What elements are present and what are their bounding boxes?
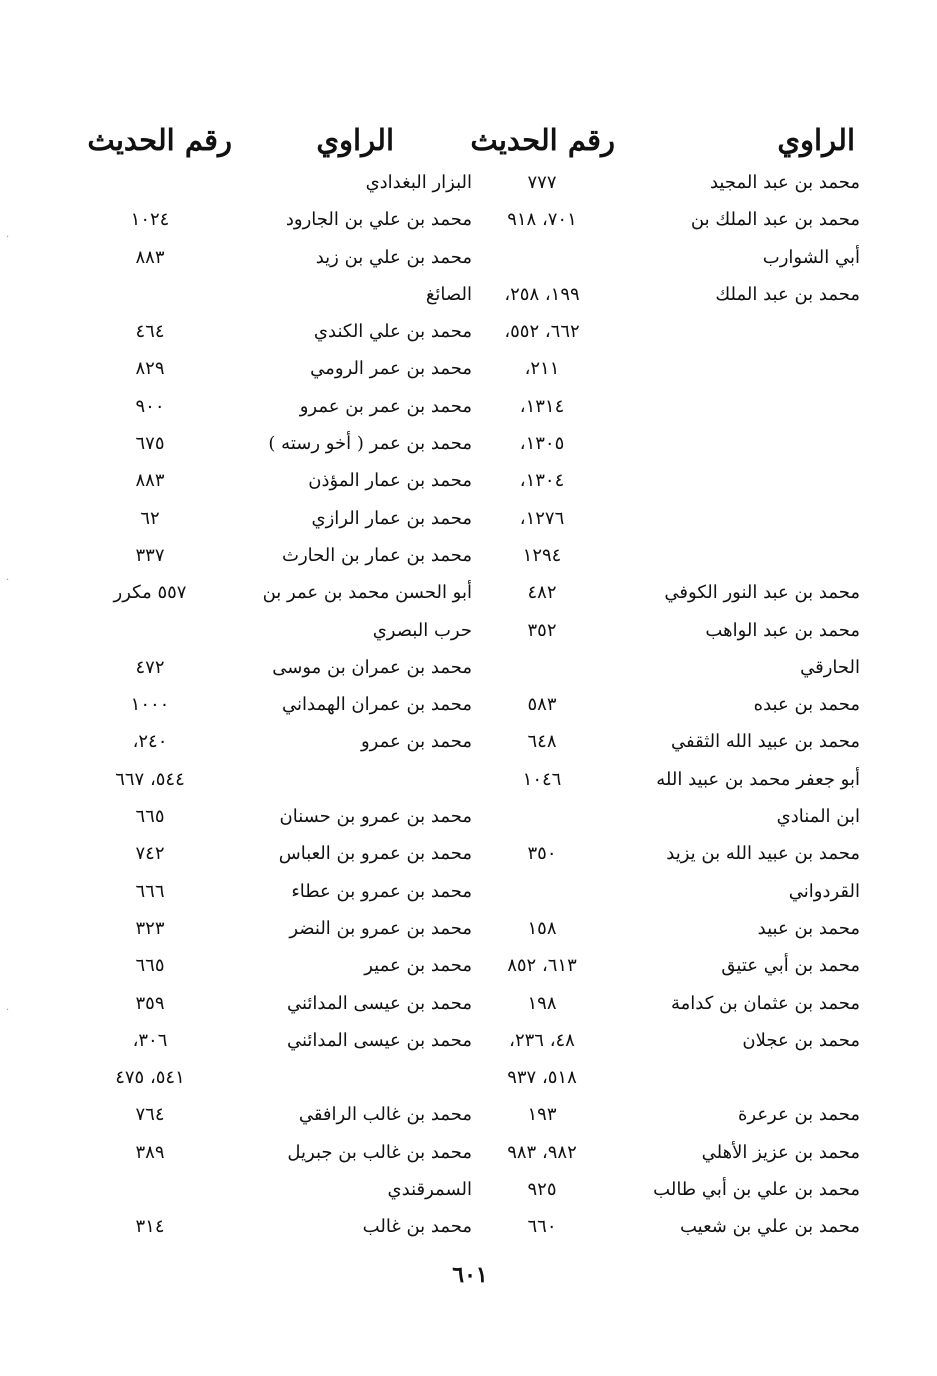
narrator-name-right: محمد بن عبد الواهب — [705, 619, 860, 641]
narrator-name-right: محمد بن عرعرة — [737, 1104, 860, 1126]
hadith-number-left: ٩٠٠ — [135, 395, 165, 417]
header-right-narrator: الراوي — [777, 123, 855, 157]
hadith-number-right: ٧٧٧ — [527, 172, 557, 193]
index-row — [0, 761, 937, 798]
narrator-name-right: ابن المنادي — [776, 806, 860, 828]
hadith-number-left: ٣٠٦، — [132, 1029, 168, 1051]
hadith-number-right: ٤٨٢ — [527, 582, 557, 604]
index-row — [0, 1096, 937, 1133]
index-row — [0, 649, 937, 686]
narrator-name-left: محمد بن علي الكندي — [313, 321, 472, 343]
narrator-name-left: محمد بن غالب الرافقي — [298, 1104, 472, 1126]
hadith-number-right: ٥١٨، ٩٣٧ — [507, 1067, 577, 1089]
index-row — [0, 1134, 937, 1171]
hadith-number-right: ٦٤٨ — [527, 731, 557, 753]
hadith-number-left: ٦٦٦ — [135, 880, 165, 902]
index-row — [0, 350, 937, 387]
narrator-name-left: البزار البغدادي — [365, 172, 472, 193]
hadith-number-left: ٦٧٥ — [135, 433, 165, 455]
index-row — [0, 798, 937, 835]
index-row — [0, 686, 937, 723]
index-row — [0, 388, 937, 425]
narrator-name-right: محمد بن علي بن أبي طالب — [653, 1179, 860, 1201]
index-row — [0, 612, 937, 649]
narrator-name-left: محمد بن غالب — [362, 1216, 472, 1238]
narrator-name-left: محمد بن عمار الرازي — [311, 507, 472, 529]
hadith-number-left: ٦٢ — [140, 507, 160, 529]
narrator-name-right: محمد بن عبيد الله بن يزيد — [666, 843, 860, 865]
narrator-name-left: أبو الحسن محمد بن عمر بن — [262, 582, 472, 604]
hadith-number-right: ١٣١٤، — [519, 395, 565, 417]
narrator-name-left: محمد بن عمرو بن عطاء — [291, 880, 472, 902]
hadith-number-left: ٤٦٤ — [135, 321, 165, 343]
narrator-name-left: محمد بن عمار المؤذن — [308, 470, 472, 492]
hadith-number-right: ١٩٣ — [527, 1104, 557, 1126]
narrator-name-left: محمد بن علي بن زيد — [315, 246, 472, 268]
narrator-name-left: محمد بن عمار بن الحارث — [282, 544, 472, 566]
index-row — [0, 947, 937, 984]
margin-mark: · — [6, 232, 10, 243]
index-row — [0, 574, 937, 611]
narrator-name-right: محمد بن عبيد — [757, 917, 860, 939]
narrator-name-right: محمد بن أبي عتيق — [721, 955, 860, 977]
narrator-name-right: أبو جعفر محمد بن عبيد الله — [656, 768, 860, 790]
index-row — [0, 1171, 937, 1208]
narrator-name-right: محمد بن عثمان بن كدامة — [670, 992, 860, 1014]
hadith-number-left: ٥٥٧ مكرر — [113, 582, 187, 604]
narrator-name-left: محمد بن عمران بن موسى — [272, 656, 472, 678]
narrator-name-left: محمد بن عمرو بن النضر — [289, 917, 472, 939]
narrator-name-left: محمد بن عمران الهمداني — [282, 694, 472, 716]
hadith-number-right: ١٠٤٦ — [522, 768, 562, 790]
narrator-name-right: الحارقي — [800, 656, 860, 678]
narrator-name-left: محمد بن عمير — [364, 955, 472, 977]
hadith-number-left: ٥٤١، ٤٧٥ — [115, 1067, 185, 1089]
narrator-name-left: حرب البصري — [372, 619, 472, 641]
index-row — [0, 1059, 937, 1096]
hadith-number-right: ٦٦٠ — [527, 1216, 557, 1238]
narrator-name-left: الصائغ — [425, 283, 472, 305]
hadith-number-right: ١٢٩٤ — [522, 544, 562, 566]
hadith-number-right: ٦١٣، ٨٥٢ — [507, 955, 577, 977]
narrator-name-left: محمد بن عمرو بن العباس — [278, 843, 472, 865]
index-row — [0, 723, 937, 760]
hadith-number-left: ٣١٤ — [135, 1216, 165, 1238]
hadith-number-right: ١٥٨ — [527, 917, 557, 939]
index-row — [0, 500, 937, 537]
margin-mark: · — [6, 1005, 10, 1016]
hadith-number-right: ١٩٨ — [527, 992, 557, 1014]
hadith-number-left: ٣٨٩ — [135, 1141, 165, 1163]
narrator-name-left: محمد بن غالب بن جبريل — [287, 1141, 472, 1163]
index-row — [0, 985, 937, 1022]
index-row — [0, 873, 937, 910]
narrator-name-left: محمد بن عيسى المدائني — [286, 992, 472, 1014]
hadith-number-right: ١٩٩، ٢٥٨، — [504, 283, 580, 305]
hadith-number-left: ١٠٠٠ — [130, 694, 170, 716]
header-left-hadith-number: رقم الحديث — [87, 123, 232, 157]
index-row — [0, 1208, 937, 1245]
hadith-number-left: ٣٣٧ — [135, 544, 165, 566]
header-left-narrator: الراوي — [316, 123, 394, 157]
narrator-name-left: محمد بن عمر الرومي — [310, 358, 472, 380]
narrator-name-left: محمد بن عمر بن عمرو — [299, 395, 472, 417]
narrator-name-right: محمد بن عبد الملك بن — [690, 209, 860, 231]
index-row — [0, 425, 937, 462]
hadith-number-left: ٣٢٣ — [135, 917, 165, 939]
hadith-number-left: ٧٤٢ — [135, 843, 165, 865]
header-right-hadith-number: رقم الحديث — [470, 123, 615, 157]
hadith-number-left: ٢٤٠، — [132, 731, 168, 753]
index-row — [0, 201, 937, 238]
hadith-number-right: ٩٢٥ — [527, 1179, 557, 1201]
index-row — [0, 910, 937, 947]
narrator-name-right: محمد بن عجلان — [742, 1029, 860, 1051]
narrator-name-right: محمد بن عبد المجيد — [709, 172, 860, 193]
index-row — [0, 1022, 937, 1059]
narrator-name-right: محمد بن عبيد الله الثقفي — [671, 731, 860, 753]
index-row — [0, 239, 937, 276]
index-row — [0, 462, 937, 499]
hadith-number-right: ٥٨٣ — [527, 694, 557, 716]
hadith-number-right: ٣٥٢ — [527, 619, 557, 641]
hadith-number-right: ١٢٧٦، — [519, 507, 565, 529]
hadith-number-left: ٦٦٥ — [135, 806, 165, 828]
margin-mark: · — [6, 575, 10, 586]
narrator-name-right: محمد بن علي بن شعيب — [680, 1216, 860, 1238]
page-number: ٦٠١ — [452, 1262, 488, 1288]
hadith-number-left: ٥٤٤، ٦٦٧ — [115, 768, 185, 790]
narrator-name-left: محمد بن عمر ( أخو رسته ) — [268, 433, 472, 455]
narrator-name-right: محمد بن عبد النور الكوفي — [664, 582, 860, 604]
narrator-name-right: أبي الشوارب — [762, 246, 860, 268]
narrator-name-right: القردواني — [788, 880, 860, 902]
hadith-number-left: ١٠٢٤ — [130, 209, 170, 231]
hadith-number-right: ٢١١، — [524, 358, 560, 380]
narrator-name-right: محمد بن عبده — [753, 694, 860, 716]
narrator-name-right: محمد بن عزيز الأهلي — [701, 1141, 860, 1163]
narrator-name-right: محمد بن عبد الملك — [715, 283, 860, 305]
hadith-number-left: ٦٦٥ — [135, 955, 165, 977]
hadith-number-left: ٤٧٢ — [135, 656, 165, 678]
narrator-name-left: محمد بن عمرو بن حسنان — [279, 806, 472, 828]
hadith-number-left: ٣٥٩ — [135, 992, 165, 1014]
hadith-number-right: ١٣٠٥، — [519, 433, 565, 455]
hadith-number-right: ٧٠١، ٩١٨ — [507, 209, 577, 231]
index-row — [0, 835, 937, 872]
hadith-number-right: ٣٥٠ — [527, 843, 557, 865]
index-rows — [0, 164, 937, 1246]
hadith-number-left: ٧٦٤ — [135, 1104, 165, 1126]
narrator-name-left: محمد بن عمرو — [360, 731, 472, 753]
narrator-name-left: السمرقندي — [387, 1179, 472, 1201]
index-row — [0, 164, 937, 201]
hadith-number-right: ١٣٠٤، — [519, 470, 565, 492]
hadith-number-left: ٨٨٣ — [135, 246, 165, 268]
hadith-number-left: ٨٢٩ — [135, 358, 165, 380]
hadith-number-right: ٩٨٢، ٩٨٣ — [507, 1141, 577, 1163]
index-row — [0, 537, 937, 574]
hadith-number-left: ٨٨٣ — [135, 470, 165, 492]
narrator-name-left: محمد بن علي بن الجارود — [285, 209, 472, 231]
narrator-name-left: محمد بن عيسى المدائني — [286, 1029, 472, 1051]
index-row — [0, 276, 937, 313]
hadith-number-right: ٤٨، ٢٣٦، — [509, 1029, 575, 1051]
index-row — [0, 313, 937, 350]
hadith-number-right: ٦٦٢، ٥٥٢، — [504, 321, 580, 343]
